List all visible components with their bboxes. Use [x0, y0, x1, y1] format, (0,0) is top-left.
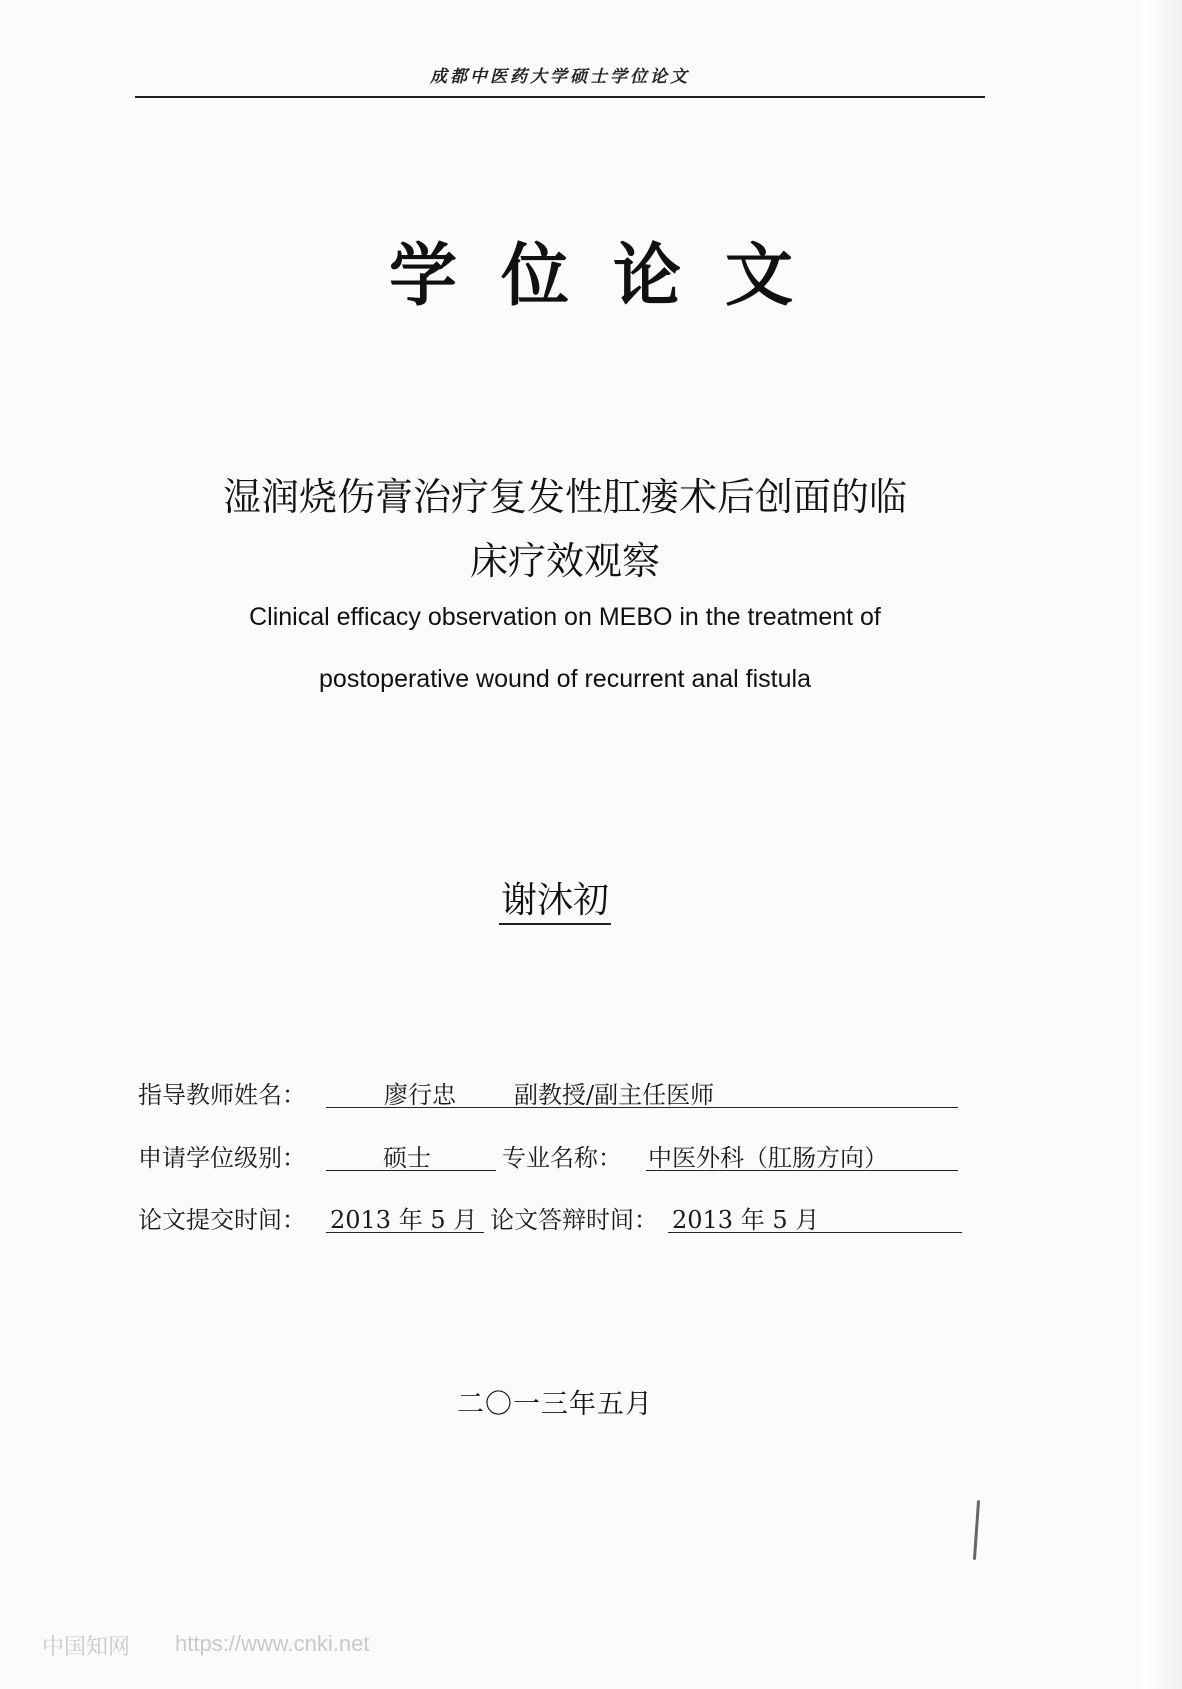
- advisor-name: 廖行忠: [384, 1081, 456, 1109]
- defense-label: 论文答辩时间：: [490, 1206, 658, 1234]
- english-title-line-2: postoperative wound of recurrent anal fistula: [319, 665, 811, 693]
- pen-stroke-mark: [973, 1500, 980, 1560]
- advisor-title: 副教授/副主任医师: [514, 1081, 715, 1109]
- advisor-label: 指导教师姓名：: [138, 1081, 306, 1109]
- chinese-title-line-1: 湿润烧伤膏治疗复发性肛瘘术后创面的临: [222, 475, 907, 519]
- submit-label: 论文提交时间：: [138, 1206, 306, 1234]
- degree-label: 申请学位级别：: [138, 1144, 306, 1172]
- author-block: [0, 872, 1110, 923]
- chinese-title-line-2: 床疗效观察: [469, 539, 660, 583]
- submit-field: [326, 1200, 484, 1233]
- defense-value: 2013 年 5 月: [672, 1206, 820, 1234]
- document-type-title: 学位论文: [388, 237, 837, 316]
- english-title-line-1: Clinical efficacy observation on MEBO in the treatment of: [249, 603, 881, 631]
- degree-value: 硕士: [383, 1144, 431, 1172]
- degree-field: [326, 1138, 496, 1171]
- major-value: 中医外科（肛肠方向）: [648, 1144, 888, 1172]
- major-field: [646, 1138, 958, 1171]
- header-rule: [135, 96, 985, 98]
- running-header: 成都中医药大学硕士学位论文: [430, 67, 690, 87]
- submit-value: 2013 年 5 月: [330, 1206, 478, 1234]
- defense-field: [668, 1200, 962, 1233]
- author-name: 谢沐初: [499, 880, 611, 925]
- major-label: 专业名称：: [502, 1144, 622, 1172]
- watermark-url: https://www.cnki.net: [175, 1631, 370, 1656]
- watermark-brand: 中国知网: [42, 1635, 131, 1660]
- advisor-field: [326, 1075, 958, 1108]
- cover-date: 二〇一三年五月: [457, 1389, 653, 1420]
